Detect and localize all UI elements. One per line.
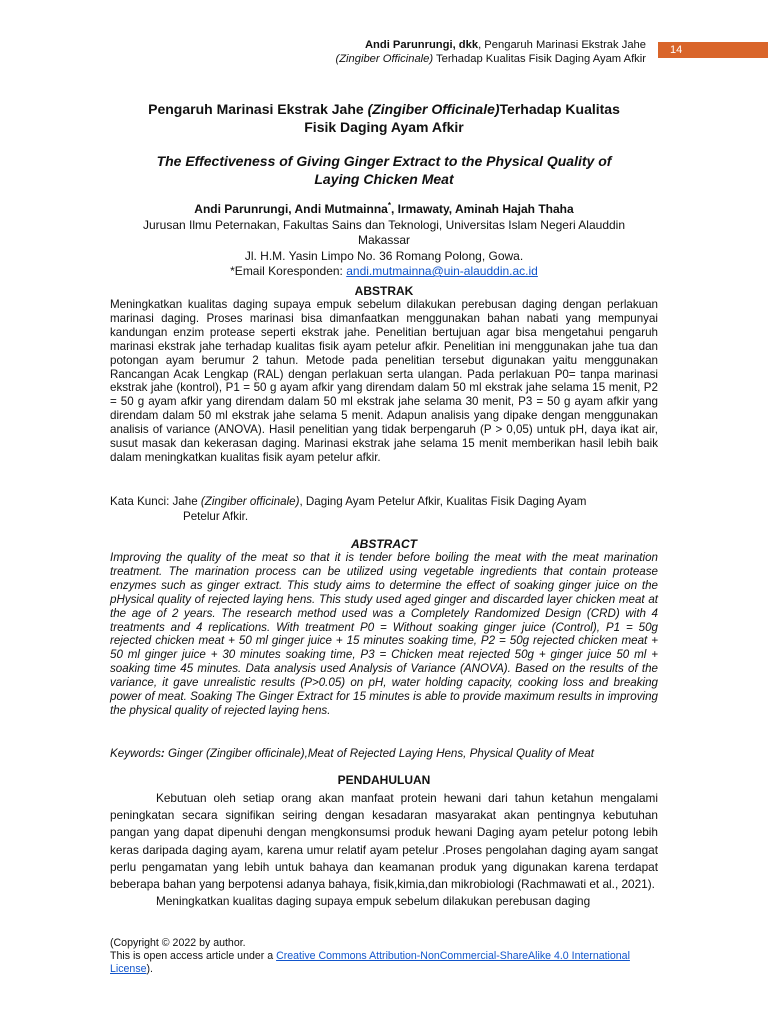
running-header-line2 (106, 52, 646, 66)
pendahuluan-body (110, 790, 658, 910)
author-names-a: Andi Parunrungi, Andi Mutmainna (194, 202, 388, 216)
license-link[interactable]: Creative Commons Attribution-NonCommercial-ShareAlike 4.0 International License (110, 950, 630, 975)
title-en-line2: Laying Chicken Meat (314, 171, 454, 187)
email-label: *Email Koresponden: (230, 264, 347, 278)
pendahuluan-para2: Meningkatkan kualitas daging supaya empuk sebelum dilakukan perebusan daging (156, 894, 591, 909)
kata-kunci-label: Kata Kunci: Jahe (110, 495, 201, 508)
kata-kunci (110, 494, 658, 524)
kata-kunci-line2: Petelur Afkir. (183, 510, 249, 523)
header-author: Andi Parunrungi, dkk (364, 39, 479, 51)
title-id-species: (Zingiber Officinale) (367, 101, 500, 117)
running-header-line1 (106, 38, 646, 52)
author-names (110, 198, 658, 218)
abstrak-text: Meningkatkan kualitas daging supaya empuk sebelum dilakukan perebusan daging dengan perlakuan marinasi daging. Proses marinasi bisa dimanfaatkan menggunakan bahan nabati yang mempunyai kandungan enzim protease seperti ekstrak jahe. Penelitian bertujuan agar bisa mengetahui pengaruh marinasi ekstrak jahe terhadap kualitas fisik ayam petelur afkir. Penelitian ini menggunakan jahe tua dan potongan ayam berumur 2 tahun. Metode pada penelitian tersebut digunakan yaitu menggunakan Rancangan Acak Lengkap (RAL) dengan perlakuan serta ulangan. Pada perlakuan P0= tanpa marinasi ekstrak jahe (kontrol), P1 = 50 g ayam afkir yang direndam dalam 50 ml ekstrak jahe selama 15 menit, P2 = 50 g ayam afkir yang direndam dalam 50 ml ekstrak jahe selama 30 menit, P3 = 50 g ayam afkir yang direndam dalam 50 ml ekstrak jahe selama 5 menit. Adapun analisis yang dipake dengan menggunakan analisis of variance (ANOVA). Hasil penelitian yang tidak berpengaruh (P > 0,05) untuk pH, daya ikat air, susut masak dan kekerasan daging. Marinasi ekstrak jahe selama 15 menit memberikan hasil lebih baik dalam meningkatkan kualitas fisik ayam petelur afkir. (110, 298, 658, 464)
page-number-tab (658, 42, 768, 58)
title-id-part2: Terhadap Kualitas (499, 101, 620, 117)
title-english (110, 152, 658, 188)
keywords-text: Ginger (Zingiber officinale),Meat of Rejected Laying Hens, Physical Quality of Meat (164, 747, 594, 760)
copyright-line2 (110, 950, 658, 976)
title-id-line2: Fisik Daging Ayam Afkir (304, 119, 464, 135)
kata-kunci-species: (Zingiber officinale) (200, 495, 300, 508)
address: Jl. H.M. Yasin Limpo No. 36 Romang Polong, Gowa. (244, 248, 524, 263)
abstract-text: Improving the quality of the meat so that it is tender before boiling the meat with the meat marination treatment. The marination process can be utilized using vegetable ingredients that contain protease enzymes such as ginger extract. This study aims to determine the effect of soaking ginger juice on the pHysical quality of rejected laying hens. This study used aged ginger and discarded layer chicken meat at the age of 2 years. The research method used was a Completely Randomized Design (CRD) with 4 treatments and 4 replications. With treatment P0 = Without soaking ginger juice (Control), P1 = 50g rejected chicken meat + 50 ml ginger juice + 15 minutes soaking time, P2 = 50g rejected chicken meat + 50 ml ginger juice + 30 minutes soaking time, P3 = Chicken meat rejected 50g + ginger juice 50 ml + soaking time 45 minutes. Data analysis used Analysis of Variance (ANOVA). Based on the results of the variance, it gave unrealistic results (P>0.05) on pH, water holding capacity, cooking loss and breaking power of meat. Soaking The Ginger Extract for 15 minutes is able to provide maximum results in improving the physical quality of rejected laying hens. (110, 551, 658, 717)
email-link[interactable]: andi.mutmainna@uin-alauddin.ac.id (346, 264, 538, 278)
kata-kunci-text: , Daging Ayam Petelur Afkir, Kualitas Fisik Daging Ayam (299, 495, 587, 508)
running-header (106, 38, 646, 66)
title-indonesian (110, 100, 658, 136)
header-title-rest: , Pengaruh Marinasi Ekstrak Jahe (478, 39, 646, 51)
page-number: 14 (670, 44, 683, 56)
keywords (110, 746, 658, 761)
abstrak-heading: ABSTRAK (354, 284, 414, 298)
author-block (110, 198, 658, 280)
title-en-line1: The Effectiveness of Giving Ginger Extract to the Physical Quality of (156, 153, 612, 169)
keywords-label: Keywords (110, 747, 161, 760)
copyright-line1: (Copyright © 2022 by author. (110, 937, 246, 949)
author-names-b: , Irmawaty, Aminah Hajah Thaha (390, 202, 574, 216)
license-suffix: ). (146, 963, 153, 975)
pendahuluan-para1: Kebutuan oleh setiap orang akan manfaat protein hewani dari tahun ketahun mengalami peningkatan secara signifikan seiring dengan kesadaran masyarakat akan pentingnya kebutuhan pangan yang dapat dipenuhi dengan mengkonsumsi produk hewani Daging ayam petelur potong lebih keras daripada daging ayam, karena umur relatif ayam petelur .Proses pengolahan daging ayam sangat perlu pengamatan yang lebih untuk bahaya dan keamanan produk yang digunakan karena terdapat beberapa bahan yang berpotensi adanya bahaya, fisik,kimia,dan mikrobiologi (Rachmawati et al., 2021). (110, 791, 658, 892)
copyright-notice (110, 937, 658, 976)
keywords-colon: : (160, 747, 165, 760)
title-id-part1: Pengaruh Marinasi Ekstrak Jahe (148, 101, 368, 117)
affiliation: Jurusan Ilmu Peternakan, Fakultas Sains dan Teknologi, Universitas Islam Negeri Alauddin (142, 217, 626, 232)
license-prefix: This is open access article under a (110, 950, 277, 962)
corresponding-mark: * (387, 201, 391, 210)
affiliation-city: Makassar (357, 233, 410, 247)
pendahuluan-heading: PENDAHULUAN (337, 773, 431, 787)
abstract-heading: ABSTRACT (351, 537, 417, 551)
header-species: (Zingiber Officinale) (335, 53, 434, 65)
email-line (110, 264, 658, 280)
header-title-end: Terhadap Kualitas Fisik Daging Ayam Afkir (433, 53, 646, 65)
